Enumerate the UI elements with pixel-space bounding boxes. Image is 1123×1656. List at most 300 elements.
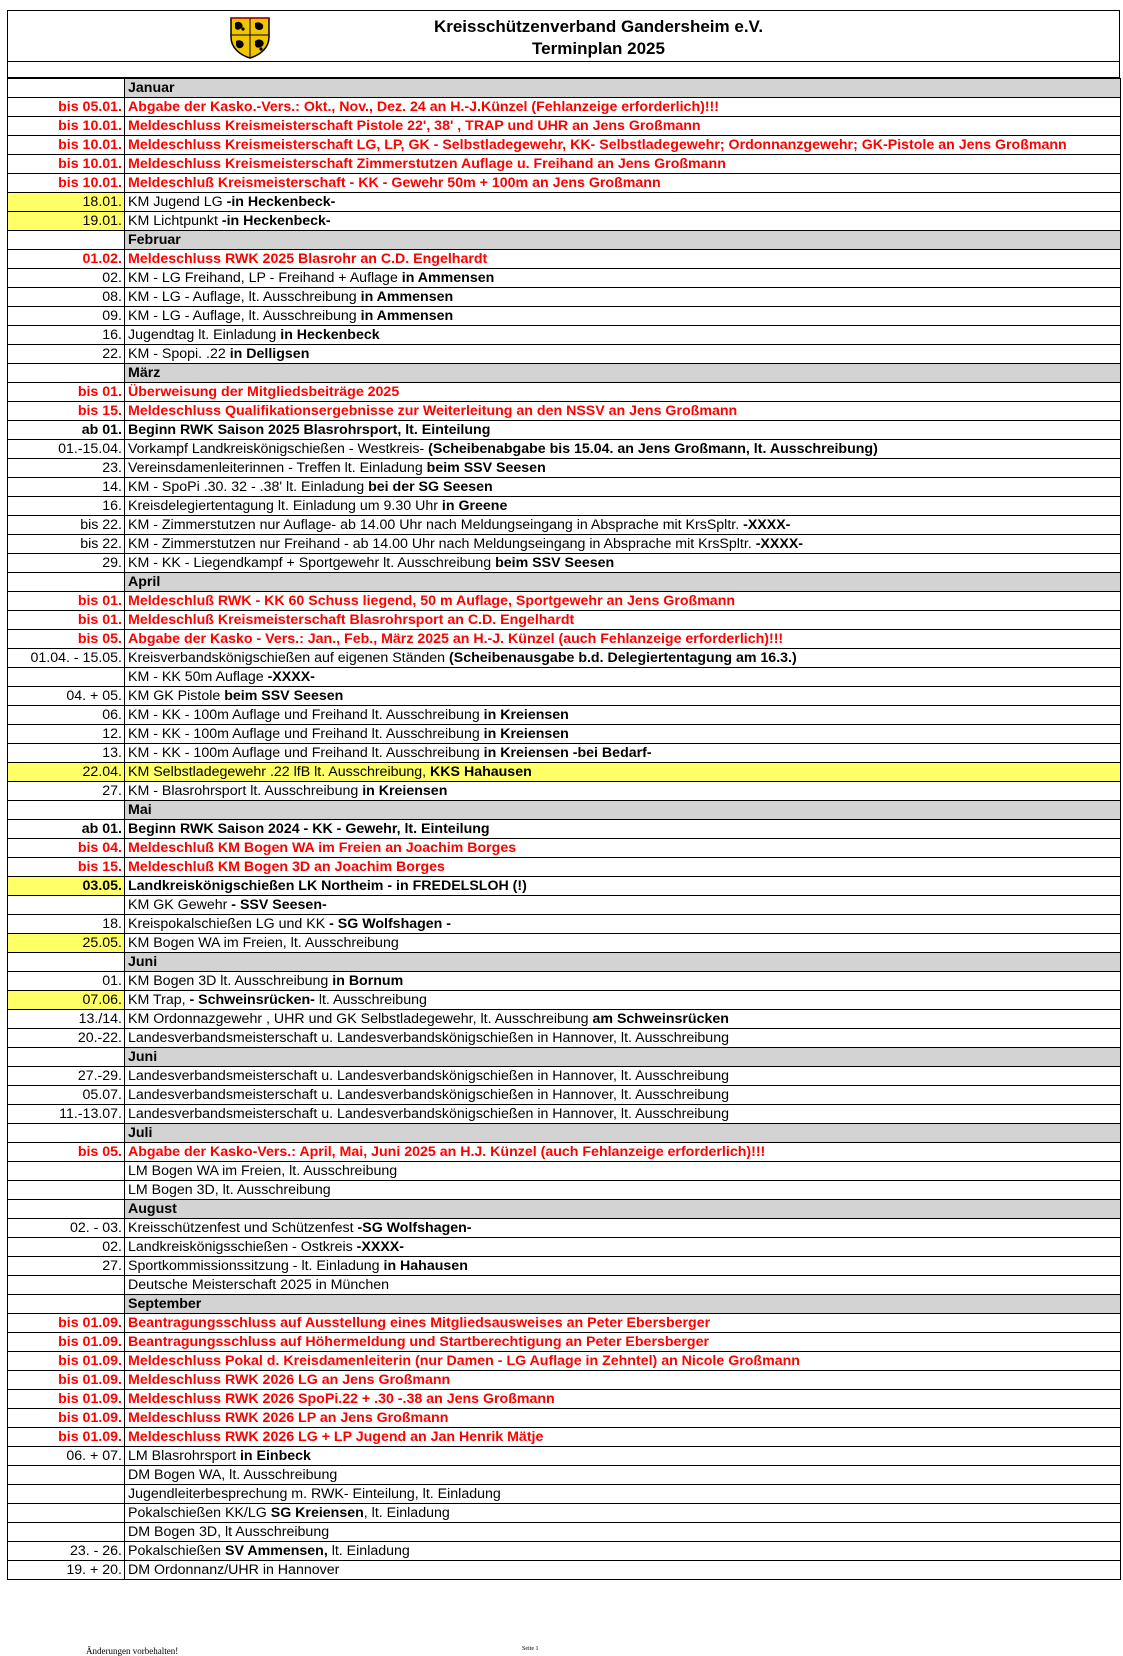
row-description [125,554,1121,573]
row-description [125,744,1121,763]
row-date: bis 15. [8,402,125,421]
description-text: LM Blasrohrsport [128,1448,240,1464]
description-text: Juli [128,1125,153,1141]
row-date: 18. [8,915,125,934]
schedule-row [8,1219,1121,1238]
month-header-row [8,1295,1121,1314]
description-text: DM Bogen 3D, lt Ausschreibung [128,1524,330,1540]
row-date: 20.-22. [8,1029,125,1048]
schedule-row [8,1409,1121,1428]
row-date: 01.-15.04. [8,440,125,459]
schedule-row [8,820,1121,839]
page-number: Seite 1 [522,1646,539,1652]
month-name [125,1124,1121,1143]
row-description [125,174,1121,193]
row-description [125,421,1121,440]
row-date [8,1048,125,1067]
row-date [8,1124,125,1143]
row-description [125,611,1121,630]
row-date: 18.01. [8,193,125,212]
schedule-row [8,1143,1121,1162]
description-text: Sportkommissionssitzung - lt. Einladung [128,1258,384,1274]
row-description [125,478,1121,497]
schedule-row [8,858,1121,877]
row-date [8,953,125,972]
location-text: - Schweinsrücken- [189,992,315,1008]
month-header-row [8,953,1121,972]
location-text: in Kreiensen -bei Bedarf- [483,745,652,761]
document-title [8,16,1119,60]
row-description [125,535,1121,554]
schedule-row [8,1238,1121,1257]
description-text: KM GK Pistole [128,688,225,704]
description-text: Abgabe der Kasko - Vers.: Jan., Feb., März 2025 an H.-J. Künzel (auch Fehlanzeige erforderlich)!!! [128,631,784,647]
row-date: bis 22. [8,516,125,535]
description-text: Kreisschützenfest und Schützenfest [128,1220,358,1236]
row-date: 12. [8,725,125,744]
description-text: Meldeschluss Kreismeisterschaft LG, LP, GK - Selbstladegewehr, KK- Selbstladegewehr; Ordonnanzgewehr; GK-Pistole an Jens Großmann [128,137,1067,153]
description-text: KM - KK - 100m Auflage und Freihand lt. Ausschreibung [128,707,484,723]
row-date: 05.07. [8,1086,125,1105]
schedule-row [8,1029,1121,1048]
location-text: -XXXX- [743,517,791,533]
row-description [125,1238,1121,1257]
row-date: 19. + 20. [8,1561,125,1580]
row-description [125,326,1121,345]
location-text: -in Heckenbeck- [221,213,331,229]
schedule-row [8,896,1121,915]
row-description [125,136,1121,155]
row-description [125,1409,1121,1428]
row-date: 13./14. [8,1010,125,1029]
plan-title: Terminplan 2025 [532,39,665,58]
schedule-table [7,78,1121,1580]
row-date: 23. [8,459,125,478]
schedule-row [8,763,1121,782]
row-date: ab 01. [8,421,125,440]
month-header-row [8,231,1121,250]
description-suffix: lt. Ausschreibung [314,992,427,1008]
schedule-row [8,535,1121,554]
row-description [125,1504,1121,1523]
row-description [125,193,1121,212]
row-date: bis 10.01. [8,155,125,174]
description-text: KM Selbstladegewehr .22 lfB lt. Ausschreibung, [128,764,431,780]
description-text: Vereinsdamenleiterinnen - Treffen lt. Einladung [128,460,427,476]
description-text: Abgabe der Kasko-Vers.: April, Mai, Juni 2025 an H.J. Künzel (auch Fehlanzeige erforderlich)!!! [128,1144,766,1160]
month-name [125,953,1121,972]
description-text: Beginn RWK Saison 2024 - KK - Gewehr, lt. Einteilung [128,821,490,837]
row-date: bis 05. [8,1143,125,1162]
row-description [125,896,1121,915]
description-text: Meldeschluß KM Bogen WA im Freien an Joachim Borges [128,840,517,856]
schedule-row [8,1257,1121,1276]
schedule-row [8,991,1121,1010]
location-text: in Greene [441,498,508,514]
row-description [125,497,1121,516]
month-name [125,1048,1121,1067]
schedule-row [8,687,1121,706]
row-description [125,1542,1121,1561]
description-text: Meldeschluß RWK - KK 60 Schuss liegend, 50 m Auflage, Sportgewehr an Jens Großmann [128,593,736,609]
description-text: KM - Blasrohrsport lt. Ausschreibung [128,783,363,799]
description-text: Kreisdelegiertentagung lt. Einladung um 9.30 Uhr [128,498,442,514]
row-description [125,402,1121,421]
month-header-row [8,1200,1121,1219]
row-description [125,516,1121,535]
row-date: bis 05. [8,630,125,649]
row-description [125,1143,1121,1162]
row-description [125,459,1121,478]
schedule-row [8,934,1121,953]
description-text: KM - LG - Auflage, lt. Ausschreibung [128,289,361,305]
schedule-row [8,402,1121,421]
row-description [125,117,1121,136]
location-text: SV Ammensen, [225,1543,328,1559]
row-description [125,1181,1121,1200]
description-text: Meldeschluss RWK 2026 LG an Jens Großmann [128,1372,451,1388]
row-description [125,592,1121,611]
row-description [125,1276,1121,1295]
schedule-row [8,1105,1121,1124]
month-header-row [8,79,1121,98]
row-description [125,1352,1121,1371]
month-header-row [8,1048,1121,1067]
schedule-row [8,1181,1121,1200]
row-date: bis 05.01. [8,98,125,117]
description-text: Überweisung der Mitgliedsbeiträge 2025 [128,384,400,400]
description-text: Meldeschluss RWK 2026 LP an Jens Großmann [128,1410,449,1426]
schedule-row [8,1276,1121,1295]
location-text: -XXXX- [755,536,804,552]
location-text: -XXXX- [356,1239,404,1255]
description-text: KM - Zimmerstutzen nur Auflage- ab 14.00 Uhr nach Meldungseingang in Absprache mit KrsSpltr. [128,517,744,533]
schedule-row [8,915,1121,934]
schedule-row [8,1352,1121,1371]
schedule-row [8,307,1121,326]
header-spacer [7,62,1120,78]
row-date [8,896,125,915]
schedule-row [8,630,1121,649]
row-description [125,1257,1121,1276]
location-text: in Bornum [332,973,404,989]
schedule-row [8,478,1121,497]
description-text: KM - SpoPi .30. 32 - .38' lt. Einladung [128,479,369,495]
row-description [125,288,1121,307]
schedule-row [8,117,1121,136]
row-description [125,763,1121,782]
description-text: LM Bogen WA im Freien, lt. Ausschreibung [128,1163,398,1179]
row-description [125,1523,1121,1542]
schedule-row [8,1466,1121,1485]
location-text: in Kreiensen [483,726,569,742]
schedule-row [8,421,1121,440]
location-text: in Ammensen [360,289,454,305]
schedule-row [8,782,1121,801]
description-text: September [128,1296,202,1312]
description-text: Kreispokalschießen LG und KK [128,916,330,932]
description-text: KM Jugend LG [128,194,227,210]
schedule-row [8,839,1121,858]
row-description [125,98,1121,117]
description-text: Meldeschluss RWK 2026 SpoPi.22 + .30 -.38 an Jens Großmann [128,1391,555,1407]
row-date: ab 01. [8,820,125,839]
row-date: 11.-13.07. [8,1105,125,1124]
location-text: am Schweinsrücken [592,1011,729,1027]
row-date [8,1485,125,1504]
description-text: August [128,1201,177,1217]
description-text: LM Bogen 3D, lt. Ausschreibung [128,1182,331,1198]
row-date: bis 01.09. [8,1390,125,1409]
schedule-row [8,516,1121,535]
row-date: bis 01.09. [8,1333,125,1352]
row-date [8,79,125,98]
row-date: 16. [8,497,125,516]
description-text: Meldeschluß KM Bogen 3D an Joachim Borges [128,859,445,875]
description-text: KM - LG Freihand, LP - Freihand + Auflage [128,270,402,286]
description-text: Meldeschluss Kreismeisterschaft Pistole 22', 38' , TRAP und UHR an Jens Großmann [128,118,701,134]
schedule-row [8,1542,1121,1561]
description-text: Pokalschießen KK/LG [128,1505,271,1521]
description-text: Abgabe der Kasko.-Vers.: Okt., Nov., Dez. 24 an H.-J.Künzel (Fehlanzeige erforderlich)!!! [128,99,720,115]
schedule-row [8,668,1121,687]
description-text: Meldeschluss Qualifikationsergebnisse zur Weiterleitung an den NSSV an Jens Großmann [128,403,738,419]
description-text: Landkreiskönigschießen LK Northeim - in FREDELSLOH (!) [128,878,527,894]
row-description [125,820,1121,839]
location-text: in Delligsen [229,346,310,362]
row-date: 02. [8,269,125,288]
row-date: 04. + 05. [8,687,125,706]
row-description [125,1067,1121,1086]
description-text: DM Bogen WA, lt. Ausschreibung [128,1467,338,1483]
row-description [125,345,1121,364]
row-description [125,269,1121,288]
description-text: April [128,574,161,590]
description-text: Jugendtag lt. Einladung [128,327,281,343]
location-text: - SG Wolfshagen - [329,916,452,932]
row-date: bis 01.09. [8,1352,125,1371]
row-date [8,573,125,592]
location-text: in Ammensen [360,308,454,324]
month-header-row [8,1124,1121,1143]
row-date: bis 01.09. [8,1314,125,1333]
row-date: 08. [8,288,125,307]
schedule-row [8,1333,1121,1352]
description-text: Meldeschluss Pokal d. Kreisdamenleiterin (nur Damen - LG Auflage in Zehntel) an Nicole Großmann [128,1353,800,1369]
row-description [125,630,1121,649]
row-description [125,250,1121,269]
location-text: in Kreiensen [483,707,569,723]
location-text: -XXXX- [267,669,315,685]
schedule-row [8,611,1121,630]
schedule-row [8,1067,1121,1086]
row-date: 23. - 26. [8,1542,125,1561]
month-header-row [8,573,1121,592]
location-text: beim SSV Seesen [495,555,615,571]
month-name [125,364,1121,383]
row-date [8,1276,125,1295]
row-description [125,1314,1121,1333]
schedule-row [8,744,1121,763]
location-text: KKS Hahausen [430,764,532,780]
row-date: 03.05. [8,877,125,896]
schedule-row [8,1162,1121,1181]
row-description [125,915,1121,934]
row-date: 27. [8,782,125,801]
month-header-row [8,801,1121,820]
schedule-row [8,136,1121,155]
row-date: 19.01. [8,212,125,231]
row-description [125,1105,1121,1124]
row-description [125,1466,1121,1485]
row-date: 22.04. [8,763,125,782]
row-description [125,307,1121,326]
schedule-row [8,326,1121,345]
description-text: Landesverbandsmeisterschaft u. Landesverbandskönigschießen in Hannover, lt. Ausschreibung [128,1106,729,1122]
row-description [125,1561,1121,1580]
location-text: - SSV Seesen- [231,897,327,913]
description-text: Meldeschluss RWK 2025 Blasrohr an C.D. Engelhardt [128,251,488,267]
description-text: DM Ordonnanz/UHR in Hannover [128,1562,340,1578]
description-text: Vorkampf Landkreiskönigschießen - Westkreis- [128,441,429,457]
month-header-row [8,364,1121,383]
schedule-row [8,193,1121,212]
description-text: Juni [128,954,158,970]
schedule-row [8,706,1121,725]
schedule-row [8,212,1121,231]
row-description [125,1219,1121,1238]
description-text: Meldeschluss RWK 2026 LG + LP Jugend an Jan Henrik Mätje [128,1429,544,1445]
row-description [125,1010,1121,1029]
row-description [125,839,1121,858]
row-description [125,1086,1121,1105]
schedule-row [8,1010,1121,1029]
row-description [125,1333,1121,1352]
description-text: Landkreiskönigsschießen - Ostkreis [128,1239,357,1255]
row-date [8,1162,125,1181]
row-date: 06. + 07. [8,1447,125,1466]
location-text: SG Kreiensen [270,1505,364,1521]
schedule-row [8,345,1121,364]
location-text: in Kreiensen [362,783,448,799]
schedule-row [8,1371,1121,1390]
row-date: bis 22. [8,535,125,554]
description-text: KM Ordonnazgewehr , UHR und GK Selbstladegewehr, lt. Ausschreibung [128,1011,593,1027]
row-description [125,972,1121,991]
row-date: 27.-29. [8,1067,125,1086]
description-text: Pokalschießen [128,1543,225,1559]
row-date: bis 10.01. [8,117,125,136]
schedule-row [8,1523,1121,1542]
schedule-row [8,497,1121,516]
location-text: -SG Wolfshagen- [357,1220,472,1236]
row-date: 01. [8,972,125,991]
row-date [8,668,125,687]
description-text: KM - KK 50m Auflage [128,669,268,685]
row-date [8,1523,125,1542]
schedule-row [8,554,1121,573]
row-date: 14. [8,478,125,497]
schedule-sheet [7,10,1120,1580]
schedule-row [8,269,1121,288]
description-text: Landesverbandsmeisterschaft u. Landesverbandskönigschießen in Hannover, lt. Ausschreibung [128,1030,729,1046]
location-text: in Einbeck [239,1448,311,1464]
row-description [125,1485,1121,1504]
row-description [125,212,1121,231]
row-date: bis 01. [8,383,125,402]
location-text: (Scheibenabgabe bis 15.04. an Jens Großmann, lt. Ausschreibung) [428,441,878,457]
location-text: in Heckenbeck [280,327,380,343]
schedule-row [8,725,1121,744]
schedule-row [8,440,1121,459]
description-text: Beginn RWK Saison 2025 Blasrohrsport, lt. Einteilung [128,422,491,438]
description-text: Jugendleiterbesprechung m. RWK- Einteilung, lt. Einladung [128,1486,501,1502]
schedule-row [8,288,1121,307]
footer-note: Änderungen vorbehalten! [86,1646,179,1656]
row-date: bis 15. [8,858,125,877]
description-text: Landesverbandsmeisterschaft u. Landesverbandskönigschießen in Hannover, lt. Ausschreibung [128,1087,729,1103]
row-date [8,1200,125,1219]
schedule-row [8,1428,1121,1447]
row-date [8,1295,125,1314]
row-description [125,725,1121,744]
row-date: bis 01.09. [8,1409,125,1428]
location-text: -in Heckenbeck- [226,194,336,210]
location-text: beim SSV Seesen [426,460,546,476]
description-text: Meldeschluß Kreismeisterschaft Blasrohrsport an C.D. Engelhardt [128,612,575,628]
row-description [125,858,1121,877]
schedule-row [8,1504,1121,1523]
row-date: bis 04. [8,839,125,858]
month-name [125,1200,1121,1219]
description-text: KM - KK - 100m Auflage und Freihand lt. Ausschreibung [128,745,484,761]
schedule-row [8,1314,1121,1333]
row-description [125,1390,1121,1409]
schedule-row [8,98,1121,117]
row-date: bis 01.09. [8,1371,125,1390]
row-date: bis 01.09. [8,1428,125,1447]
month-name [125,79,1121,98]
row-description [125,877,1121,896]
row-description [125,1162,1121,1181]
schedule-row [8,649,1121,668]
row-description [125,383,1121,402]
schedule-row [8,250,1121,269]
row-date: 02. - 03. [8,1219,125,1238]
organization-name: Kreisschützenverband Gandersheim e.V. [433,17,764,36]
description-text: Landesverbandsmeisterschaft u. Landesverbandskönigschießen in Hannover, lt. Ausschreibung [128,1068,729,1084]
description-text: Juni [128,1049,158,1065]
row-date: 22. [8,345,125,364]
row-description [125,649,1121,668]
description-suffix: , lt. Einladung [363,1505,450,1521]
row-date: 07.06. [8,991,125,1010]
schedule-row [8,972,1121,991]
month-name [125,1295,1121,1314]
row-description [125,706,1121,725]
description-text: Beantragungsschluss auf Ausstellung eines Mitgliedsausweises an Peter Ebersberger [128,1315,711,1331]
schedule-row [8,592,1121,611]
description-text: Deutsche Meisterschaft 2025 in München [128,1277,390,1293]
row-date: 02. [8,1238,125,1257]
row-description [125,991,1121,1010]
row-date: 13. [8,744,125,763]
row-date: bis 10.01. [8,136,125,155]
row-date: 16. [8,326,125,345]
row-description [125,1447,1121,1466]
schedule-row [8,1485,1121,1504]
description-text: Januar [128,80,175,96]
